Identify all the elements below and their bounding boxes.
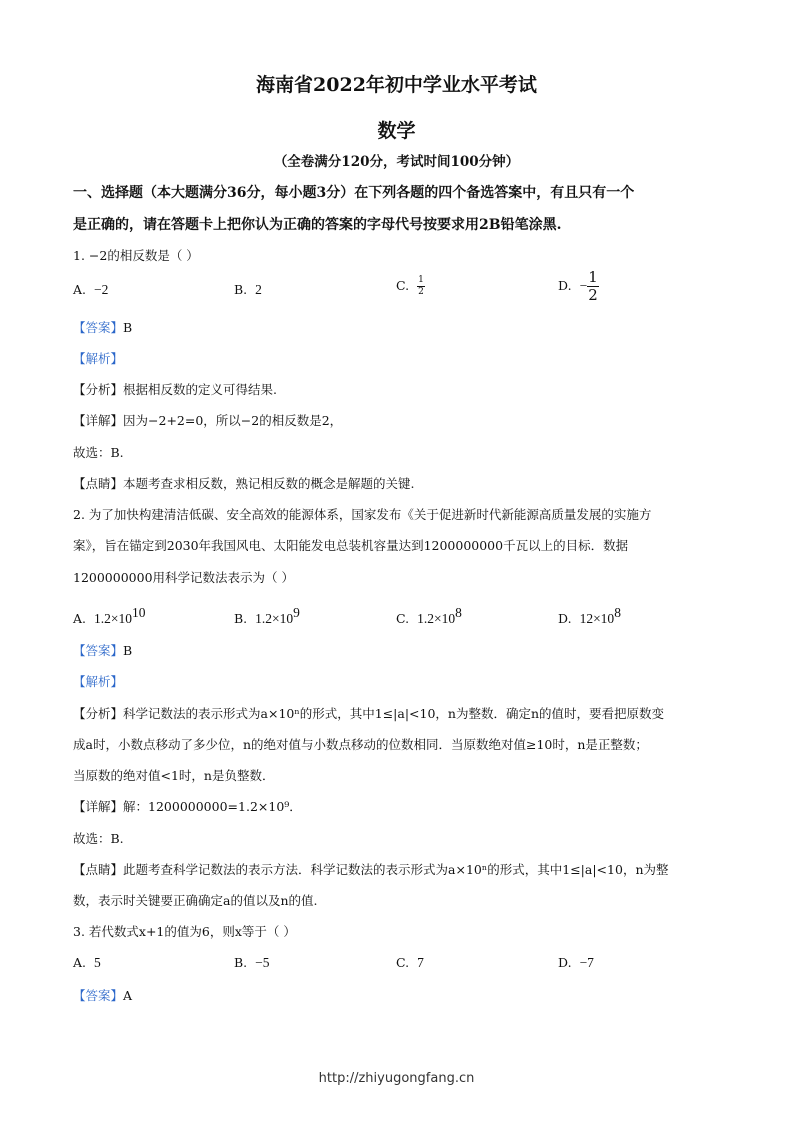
option-value: 2: [255, 282, 262, 297]
q2-answer: [73, 641, 132, 659]
answer-value: B: [123, 643, 133, 658]
q3-answer: [73, 986, 132, 1004]
q2-stem-line1: 2. 为了加快构建清洁低碳、安全高效的能源体系，国家发布《关于促进新时代新能源高质量发展的实施方: [73, 507, 652, 522]
option-letter: C.: [396, 278, 410, 293]
q2-choose: 故选：B.: [73, 831, 124, 846]
q3-option-d: [558, 955, 594, 971]
option-letter: B.: [234, 955, 248, 970]
option-exponent: 8: [455, 605, 462, 620]
detail-text: 解：1200000000=1.2×10⁹．: [123, 799, 302, 814]
fraction-one-half: [587, 270, 599, 303]
q2-fenxi-line2: 成a时，小数点移动了多少位，n的绝对值与小数点移动的位数相同．当原数绝对值≥10时，n是正整数；: [73, 737, 648, 752]
q2-analysis-tag: 【解析】: [73, 674, 124, 689]
option-letter: B.: [234, 611, 248, 626]
section-instruction-line1: 一、选择题（本大题满分36分，每小题3分）在下列各题的四个备选答案中，有且只有一个: [73, 185, 635, 201]
answer-tag: 【答案】: [73, 643, 124, 658]
option-letter: C.: [396, 955, 410, 970]
option-value: −2: [94, 282, 109, 297]
dianjing-text: 此题考查科学记数法的表示方法．科学记数法的表示形式为a×10ⁿ的形式，其中1≤|a|<10，n为整: [123, 862, 669, 877]
q3-option-c: [396, 955, 424, 971]
footer-url[interactable]: http://zhiyugongfang.cn: [318, 1071, 475, 1086]
option-exponent: 9: [293, 605, 300, 620]
q1-choose: 故选：B.: [73, 445, 124, 460]
option-exponent: 8: [614, 605, 621, 620]
q1-answer: [73, 318, 132, 336]
answer-tag: 【答案】: [73, 988, 124, 1003]
q1-fenxi: [73, 380, 277, 398]
q3-stem: 3. 若代数式x+1的值为6，则x等于（ ）: [73, 924, 296, 939]
exam-note: （全卷满分120分，考试时间100分钟）: [273, 154, 520, 170]
answer-value: B: [123, 320, 133, 335]
answer-tag: 【答案】: [73, 320, 124, 335]
q2-option-d: [558, 605, 621, 627]
fraction-denominator: 2: [588, 286, 598, 304]
option-value: 5: [94, 955, 101, 970]
option-sign: −: [579, 278, 588, 293]
fraction-numerator: 1: [418, 275, 424, 285]
option-letter: D.: [558, 955, 572, 970]
fraction-denominator: 2: [418, 287, 424, 297]
q1-detail: [73, 411, 342, 429]
fraction-one-half: [417, 276, 425, 297]
option-letter: C.: [396, 611, 410, 626]
q2-fenxi-line3: 当原数的绝对值<1时，n是负整数．: [73, 768, 275, 783]
option-value: 7: [417, 955, 424, 970]
option-base: 1.2×10: [94, 611, 133, 626]
exam-title: 海南省2022年初中学业水平考试: [256, 74, 537, 96]
q1-option-d: [558, 270, 599, 303]
fenxi-tag: 【分析】: [73, 706, 124, 721]
q3-option-a: [73, 955, 101, 971]
fenxi-tag: 【分析】: [73, 382, 124, 397]
option-letter: A.: [73, 282, 87, 297]
q3-option-b: [234, 955, 270, 971]
option-base: 12×10: [579, 611, 615, 626]
option-letter: A.: [73, 955, 87, 970]
q1-dianjing: [73, 474, 415, 492]
option-letter: D.: [558, 278, 572, 293]
dianjing-text: 本题考查求相反数，熟记相反数的概念是解题的关键.: [123, 476, 415, 491]
option-exponent: 10: [132, 605, 146, 620]
q1-stem: 1. −2的相反数是（ ）: [73, 248, 199, 263]
q2-detail: [73, 797, 302, 815]
q2-dianjing-line1: [73, 860, 669, 878]
detail-tag: 【详解】: [73, 413, 124, 428]
option-base: 1.2×10: [255, 611, 294, 626]
q2-option-a: [73, 605, 146, 627]
fenxi-text: 根据相反数的定义可得结果.: [123, 382, 277, 397]
q1-option-b: [234, 282, 262, 298]
q2-stem-line3: 1200000000用科学记数法表示为（ ）: [73, 570, 295, 585]
option-letter: B.: [234, 282, 248, 297]
fraction-numerator: 1: [588, 268, 598, 286]
q2-option-b: [234, 605, 300, 627]
q2-dianjing-line2: 数，表示时关键要正确确定a的值以及n的值.: [73, 893, 318, 908]
option-base: 1.2×10: [417, 611, 456, 626]
option-value: −7: [579, 955, 594, 970]
dianjing-tag: 【点睛】: [73, 476, 124, 491]
q2-stem-line2: 案》，旨在锚定到2030年我国风电、太阳能发电总装机容量达到1200000000千瓦以上的目标．数据: [73, 538, 629, 553]
q1-analysis-tag: 【解析】: [73, 351, 124, 366]
detail-text: 因为−2+2=0，所以−2的相反数是2，: [123, 413, 343, 428]
section-instruction-line2: 是正确的，请在答题卡上把你认为正确的答案的字母代号按要求用2B铅笔涂黑.: [73, 217, 562, 233]
fenxi-text: 科学记数法的表示形式为a×10ⁿ的形式，其中1≤|a|<10，n为整数．确定n的值时，要看把原数变: [123, 706, 665, 721]
q1-option-c: [396, 276, 425, 297]
answer-value: A: [123, 988, 133, 1003]
option-value: −5: [255, 955, 270, 970]
exam-subject: 数学: [377, 120, 416, 142]
q1-option-a: [73, 282, 108, 298]
q2-option-c: [396, 605, 462, 627]
option-letter: D.: [558, 611, 572, 626]
dianjing-tag: 【点睛】: [73, 862, 124, 877]
q2-fenxi-line1: [73, 704, 664, 722]
detail-tag: 【详解】: [73, 799, 124, 814]
option-letter: A.: [73, 611, 87, 626]
